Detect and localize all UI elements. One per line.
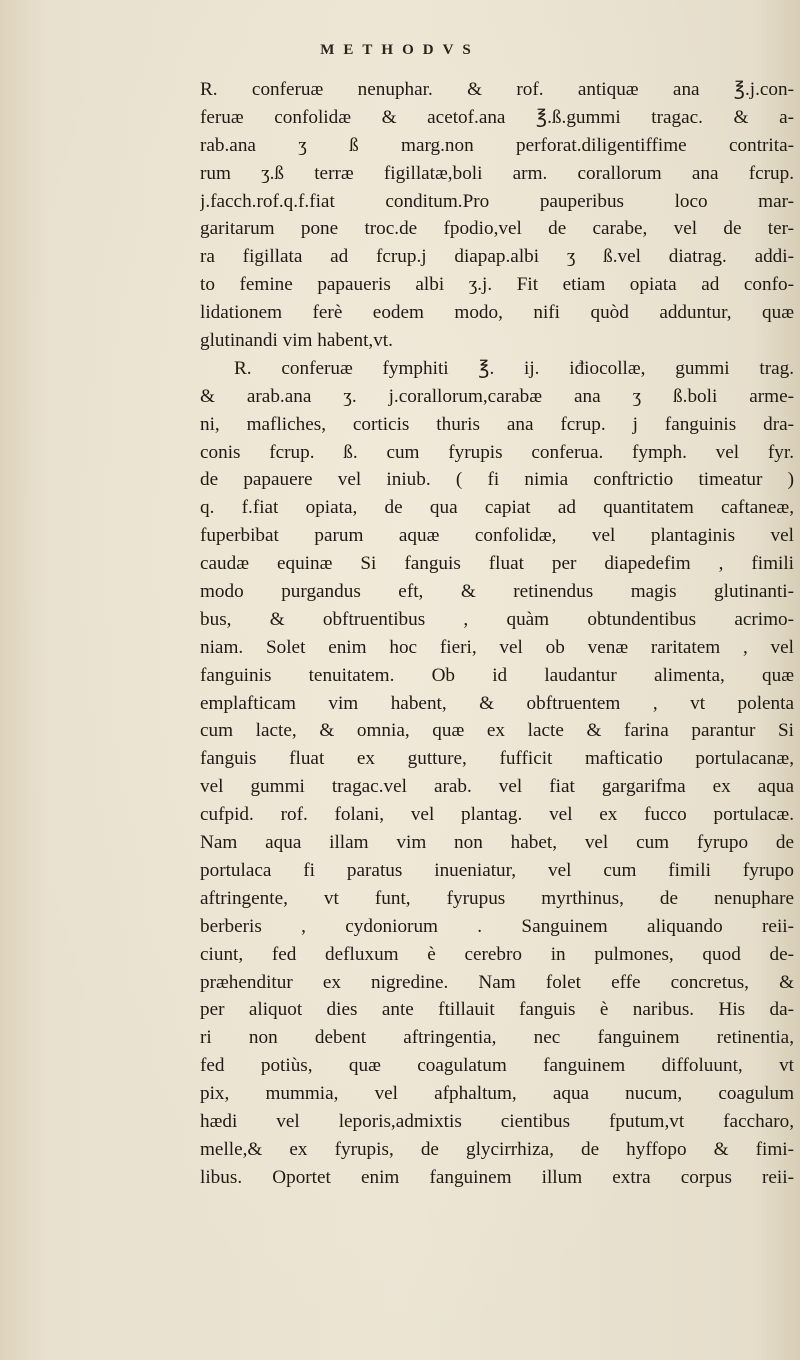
text-line: glutinandi vim habent,vt. xyxy=(200,330,393,352)
running-head: METHODVS xyxy=(320,42,480,58)
text-line: fuperbibat parum aquæ confolidæ, vel plantaginis vel xyxy=(200,525,794,547)
text-line: aftringente, vt funt, fyrupus myrthinus, de nenuphare xyxy=(200,887,794,909)
text-line: R. conferuæ fymphiti ℥. ij. iđiocollæ, gummi trag. xyxy=(234,357,794,379)
text-line: niam. Solet enim hoc fieri, vel ob venæ raritatem , vel xyxy=(200,636,794,658)
text-line: fanguinis tenuitatem. Ob id laudantur alimenta, quæ xyxy=(200,664,794,686)
text-line: ra figillata ad fcrup.j diapap.albi ʒ ß.vel diatrag. addi- xyxy=(200,246,794,268)
text-line: Nam aqua illam vim non habet, vel cum fyrupo de xyxy=(200,832,794,854)
text-line: ciunt, fed defluxum è cerebro in pulmones, quod de- xyxy=(200,943,794,965)
text-line: q. f.fiat opiata, de qua capiat ad quantitatem caftaneæ, xyxy=(200,497,794,519)
text-line: rab.ana ʒ ß marg.non perforat.diligentiffime contrita- xyxy=(200,134,794,156)
text-line: de papauere vel iniub. ( fi nimia conftrictio timeatur ) xyxy=(200,469,794,491)
text-line: to femine papaueris albi ʒ.j. Fit etiam opiata ad confo- xyxy=(200,274,794,296)
text-line: bus, & obftruentibus , quàm obtundentibus acrimo- xyxy=(200,608,794,630)
text-line: caudæ equinæ Si fanguis fluat per diapedefim , fimili xyxy=(200,553,794,575)
body-text xyxy=(200,76,794,1192)
text-line: berberis , cydoniorum . Sanguinem aliquando reii- xyxy=(200,915,794,937)
text-line: ni, mafliches, corticis thuris ana fcrup. j fanguinis dra- xyxy=(200,413,794,435)
text-line: ri non debent aftringentia, nec fanguinem retinentia, xyxy=(200,1027,794,1049)
text-line: cufpid. rof. folani, vel plantag. vel ex fucco portulacæ. xyxy=(200,804,794,826)
text-line: rum ʒ.ß terræ figillatæ,boli arm. corallorum ana fcrup. xyxy=(200,162,794,184)
text-line: R. conferuæ nenuphar. & rof. antiquæ ana ℥.j.con- xyxy=(200,79,794,100)
text-line: pix, mummia, vel afphaltum, aqua nucum, coagulum xyxy=(200,1083,794,1105)
text-line: libus. Oportet enim fanguinem illum extra corpus reii- xyxy=(200,1166,794,1188)
text-line: fanguis fluat ex gutture, fufficit mafticatio portulacanæ, xyxy=(200,748,794,770)
text-line: vel gummi tragac.vel arab. vel fiat gargarifma ex aqua xyxy=(200,776,794,798)
text-line: portulaca fi paratus inueniatur, vel cum fimili fyrupo xyxy=(200,859,794,881)
text-line: melle,& ex fyrupis, de glycirrhiza, de hyffopo & fimi- xyxy=(200,1138,794,1160)
text-line: præhenditur ex nigredine. Nam folet effe concretus, & xyxy=(200,971,794,993)
text-line: conis fcrup. ß. cum fyrupis conferua. fymph. vel fyr. xyxy=(200,441,794,463)
text-line: fed potiùs, quæ coagulatum fanguinem diffoluunt, vt xyxy=(200,1055,794,1077)
text-line: & arab.ana ʒ. j.corallorum,carabæ ana ʒ ß.boli arme- xyxy=(200,385,794,407)
text-line: hædi vel leporis,admixtis cientibus fputum,vt faccharo, xyxy=(200,1110,794,1132)
text-line: emplafticam vim habent, & obftruentem , vt polenta xyxy=(200,692,794,714)
text-line: per aliquot dies ante ftillauit fanguis è naribus. His da- xyxy=(200,999,794,1021)
text-line: j.facch.rof.q.f.fiat conditum.Pro pauperibus loco mar- xyxy=(200,190,794,212)
text-line: cum lacte, & omnia, quæ ex lacte & farina parantur Si xyxy=(200,720,794,742)
text-line: modo purgandus eft, & retinendus magis glutinanti- xyxy=(200,581,794,603)
text-line: lidationem ferè eodem modo, nifi quòd adduntur, quæ xyxy=(200,302,794,324)
text-line: feruæ confolidæ & acetof.ana ℥.ß.gummi tragac. & a- xyxy=(200,106,794,128)
text-line: garitarum pone troc.de fpodio,vel de carabe, vel de ter- xyxy=(200,218,794,240)
